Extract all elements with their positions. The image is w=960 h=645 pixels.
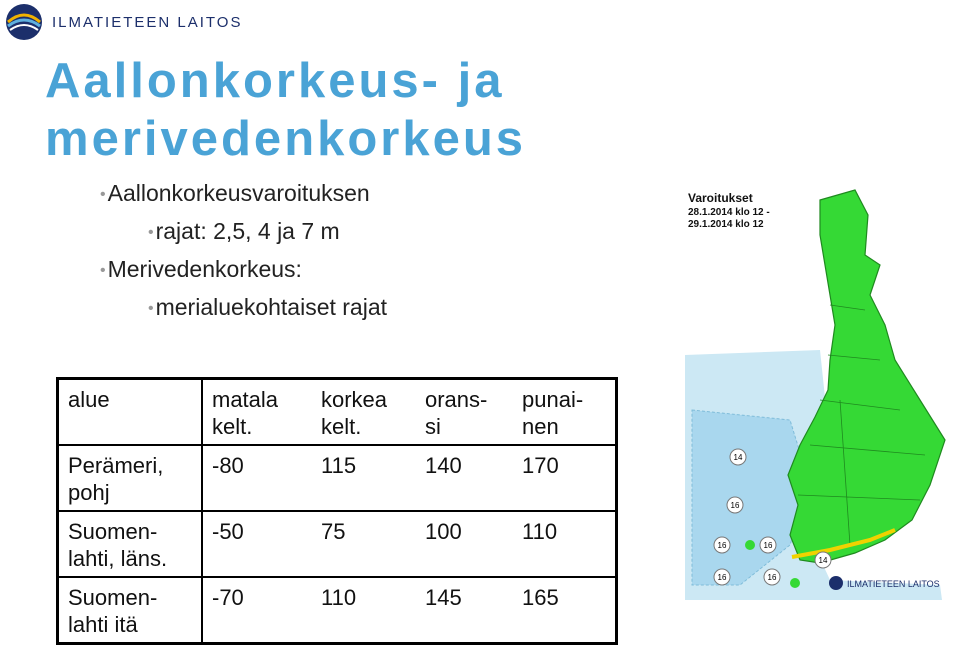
bullet-icon: • [100, 261, 106, 279]
table-cell: -70 [202, 577, 312, 644]
map-island [790, 578, 800, 588]
header-cell-high-yellow: korkea kelt. [321, 387, 388, 439]
wave-marker [714, 569, 730, 585]
warning-map [680, 185, 955, 605]
bullet-item: •merialuekohtaiset rajat [148, 293, 388, 320]
table-cell: 145 [416, 577, 513, 644]
bullet-item: •rajat: 2,5, 4 ja 7 m [148, 217, 340, 244]
title-line-2: merivedenkorkeus [45, 112, 527, 166]
map-date-line-1: 28.1.2014 klo 12 - [688, 207, 770, 218]
header-cell-red: punai- nen [522, 387, 584, 439]
table-row [58, 511, 617, 577]
logo [4, 2, 242, 42]
table-cell-area: Suomen- lahti, läns. [58, 511, 203, 577]
map-title: Varoitukset [688, 191, 753, 205]
wave-marker [815, 552, 831, 568]
table-row [58, 577, 617, 644]
map-logo-icon [829, 576, 843, 590]
bullet-item: •Aallonkorkeusvaroituksen [100, 180, 370, 206]
table-cell: 110 [312, 577, 416, 644]
wave-marker [764, 569, 780, 585]
map-date-line-2: 29.1.2014 klo 12 [688, 219, 764, 230]
bullet-item: •Merivedenkorkeus: [100, 255, 302, 282]
table-cell: -80 [202, 445, 312, 511]
wave-marker [730, 449, 746, 465]
svg-text:16: 16 [717, 573, 727, 582]
svg-text:16: 16 [767, 573, 777, 582]
svg-text:16: 16 [730, 501, 740, 510]
table-cell-area: Perämeri, pohj [58, 445, 203, 511]
fmi-logo-icon [4, 2, 44, 42]
table-cell: -50 [202, 511, 312, 577]
bullet-icon: • [100, 185, 106, 203]
header-cell-low-yellow: matala kelt. [212, 387, 279, 439]
table-row [58, 445, 617, 511]
header-cell-area: alue [58, 379, 203, 446]
wave-marker [727, 497, 743, 513]
header-cell-orange: orans- si [425, 387, 488, 439]
wave-marker [714, 537, 730, 553]
bullet-list [100, 175, 387, 327]
wave-marker [760, 537, 776, 553]
table-cell: 140 [416, 445, 513, 511]
table-cell: 115 [312, 445, 416, 511]
slide-title [45, 52, 526, 168]
map-island [745, 540, 755, 550]
sea-level-table [56, 377, 618, 645]
table-cell-area: Suomen- lahti itä [58, 577, 203, 644]
logo-text: ILMATIETEEN LAITOS [52, 13, 243, 31]
title-line-1: Aallonkorkeus- ja [45, 54, 505, 108]
table-cell: 110 [513, 511, 617, 577]
svg-text:ILMATIETEEN LAITOS: ILMATIETEEN LAITOS [847, 579, 940, 589]
svg-text:16: 16 [717, 541, 727, 550]
table-cell: 75 [312, 511, 416, 577]
bullet-icon: • [148, 299, 154, 317]
table-cell: 170 [513, 445, 617, 511]
svg-text:14: 14 [818, 556, 828, 565]
table-cell: 100 [416, 511, 513, 577]
svg-text:16: 16 [763, 541, 773, 550]
bullet-icon: • [148, 223, 154, 241]
table-cell: 165 [513, 577, 617, 644]
svg-text:14: 14 [733, 453, 743, 462]
table-header-row [58, 379, 617, 446]
